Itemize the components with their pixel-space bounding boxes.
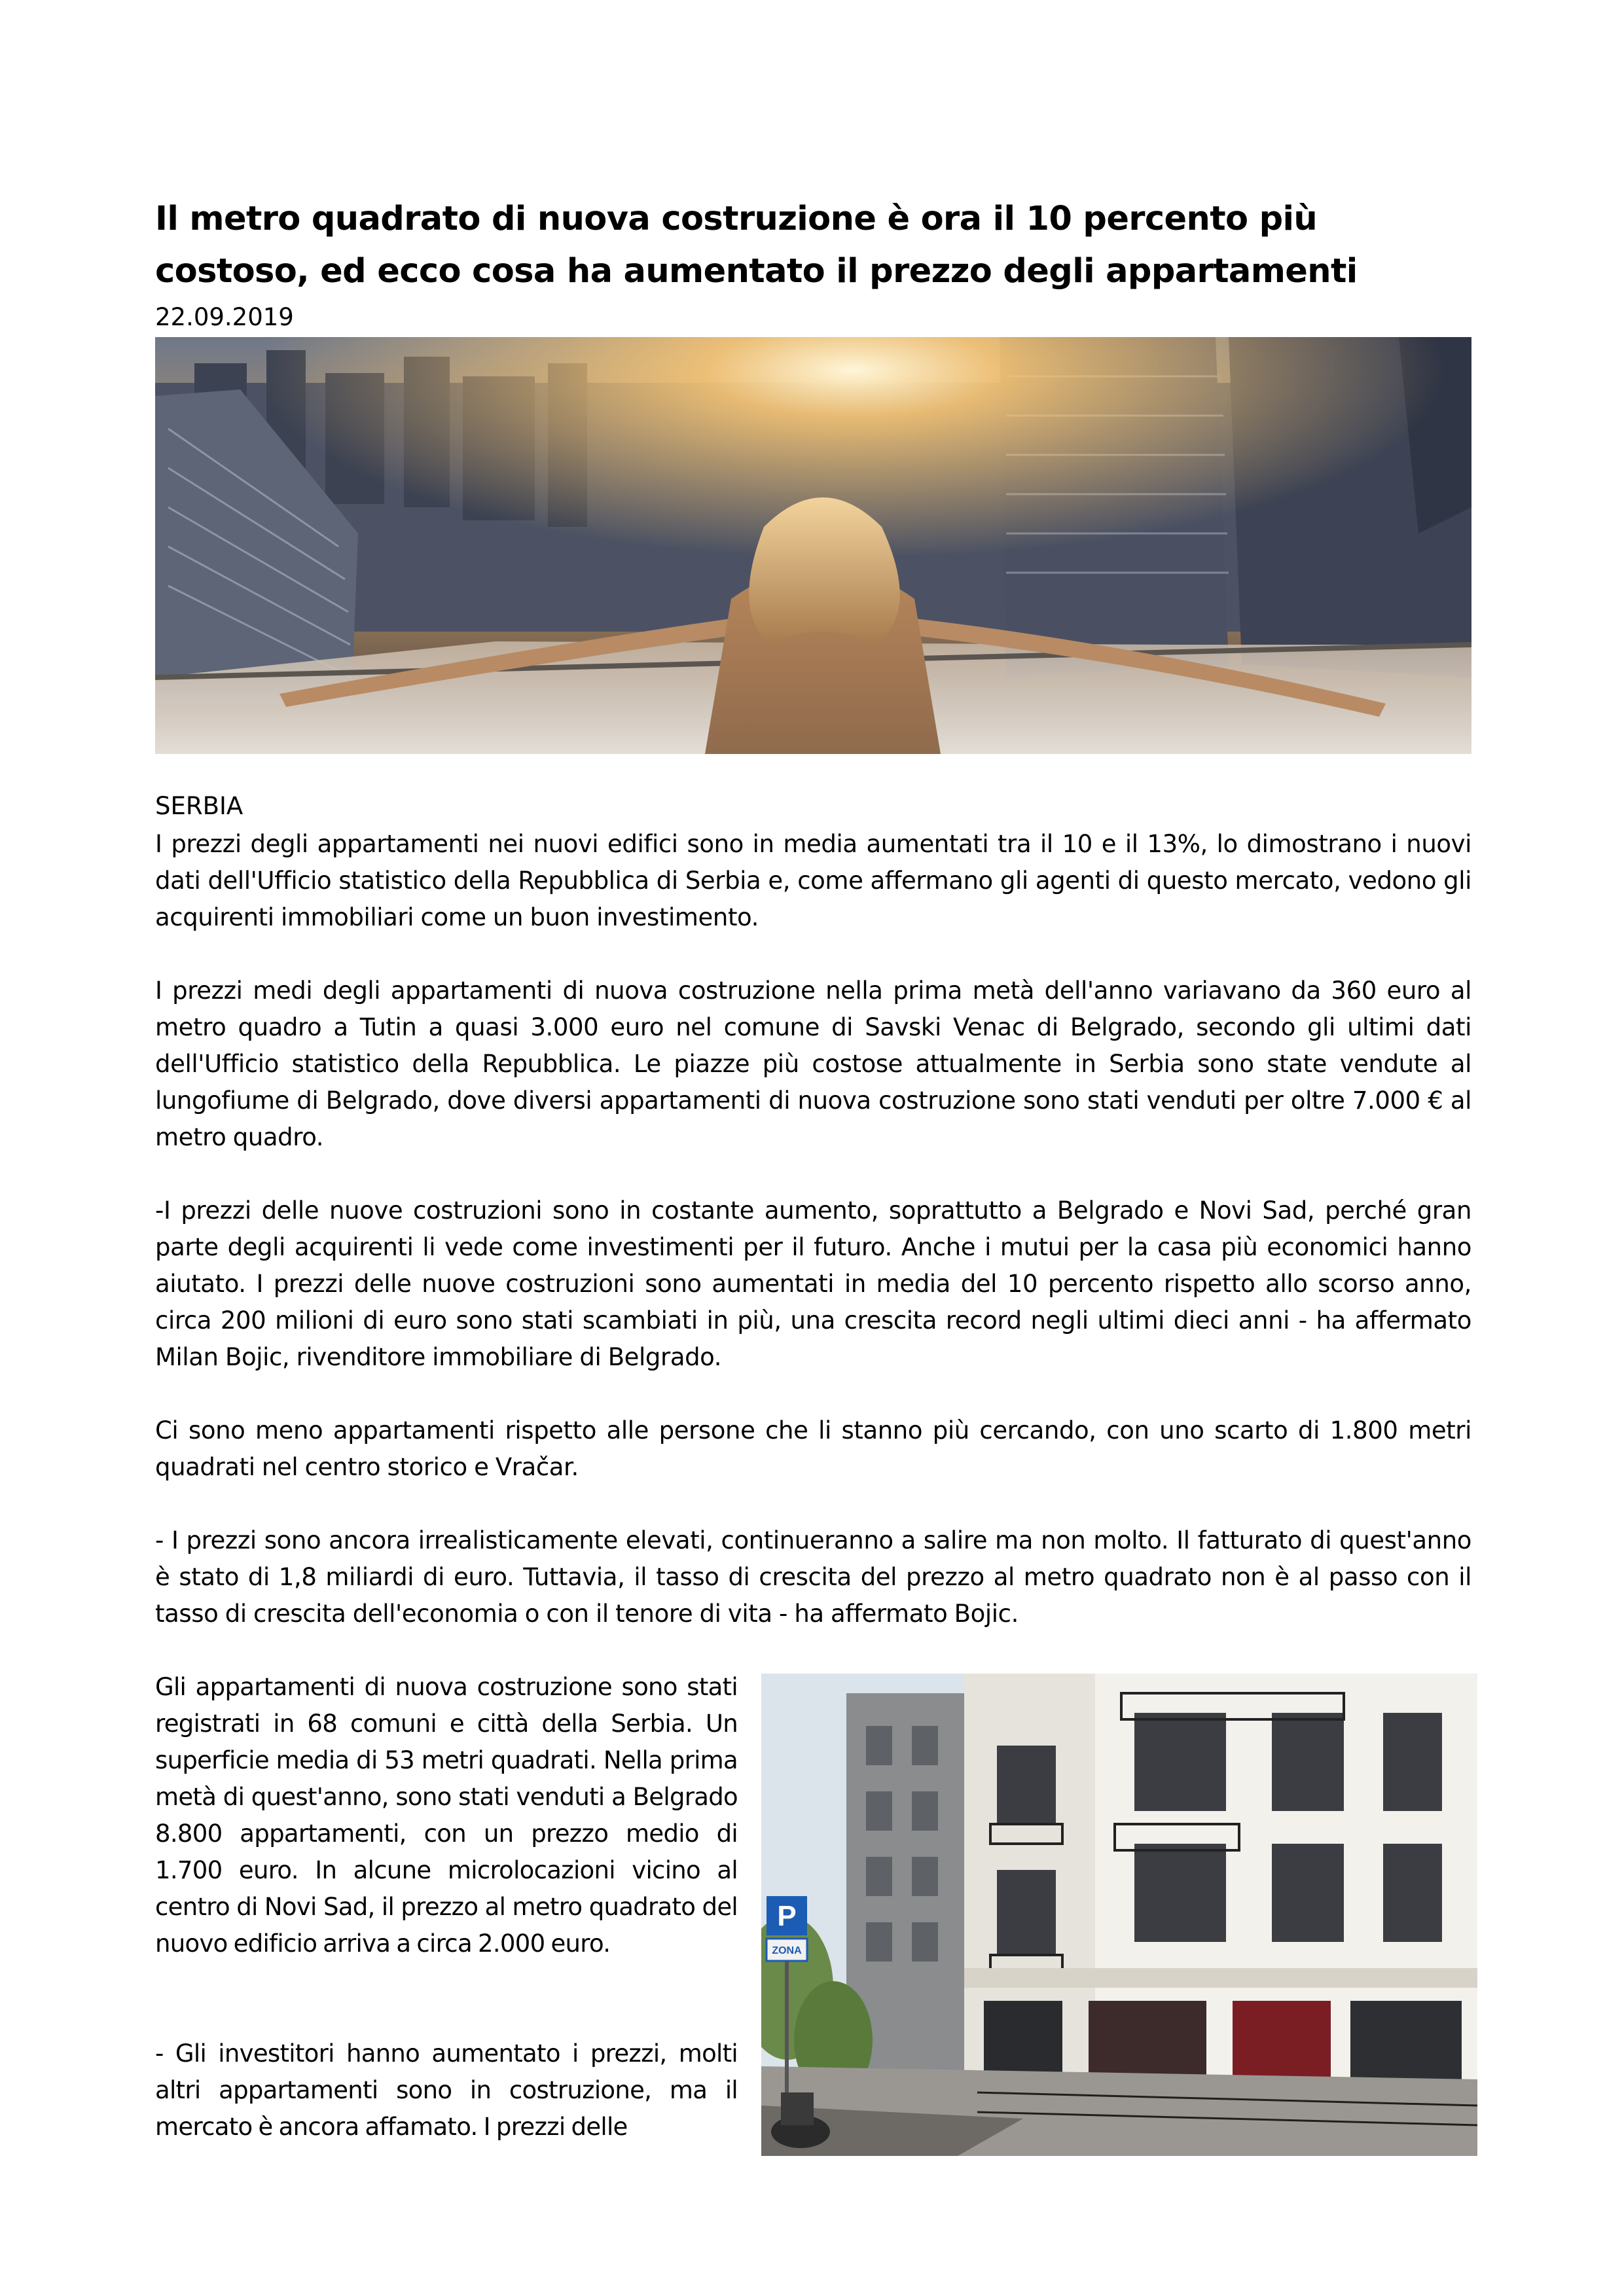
section-label: SERBIA (155, 792, 244, 820)
paragraph-2: I prezzi medi degli appartamenti di nuova costruzione nella prima metà dell'anno variavano da 360 euro al metro quadro a Tutin a quasi 3.000 euro nel comune di Savski Venac di Belgrado, secondo gli ultimi dati dell'Ufficio statistico della Repubblica. Le piazze più costose attualmente in Serbia sono state vendute al lungofiume di Belgrado, dove diversi appartamenti di nuova costruzione sono stati venduti per oltre 7.000 € al metro quadro. (155, 977, 1471, 1151)
article-title: Il metro quadrato di nuova costruzione è ora il 10 percento più costoso, ed ecco cosa ha aumentato il prezzo degli appartamenti (155, 200, 1358, 291)
parking-sign-text: P (777, 1900, 797, 1932)
paragraph-4: Ci sono meno appartamenti rispetto alle persone che li stanno più cercando, con uno scarto di 1.800 metri quadrati nel centro storico e Vračar. (155, 1416, 1471, 1481)
hero-photo (155, 337, 1471, 754)
article-date: 22.09.2019 (155, 303, 294, 331)
paragraph-5: - I prezzi sono ancora irrealisticamente elevati, continueranno a salire ma non molto. Il fatturato di quest'anno è stato di 1,8 miliardi di euro. Tuttavia, il tasso di crescita del prezzo al metro quadrato non è al passo con il tasso di crescita dell'economia o con il tenore di vita - ha affermato Bojic. (155, 1526, 1471, 1628)
zone-sign-text: ZONA (772, 1945, 802, 1956)
paragraph-3: -I prezzi delle nuove costruzioni sono in costante aumento, soprattutto a Belgrado e Novi Sad, perché gran parte degli acquirenti li vede come investimenti per il futuro. Anche i mutui per la casa più economici hanno aiutato. I prezzi delle nuove costruzioni sono aumentati in media del 10 percento rispetto allo scorso anno, circa 200 milioni di euro sono stati scambiati in più, una crescita record negli ultimi dieci anni - ha affermato Milan Bojic, rivenditore immobiliare di Belgrado. (155, 1196, 1471, 1371)
building-photo (761, 1674, 1477, 2156)
paragraph-6: Gli appartamenti di nuova costruzione sono stati registrati in 68 comuni e città della Serbia. Un superficie media di 53 metri quadrati. Nella prima metà di quest'anno, sono stati venduti a Belgrado 8.800 appartamenti, con un prezzo medio di 1.700 euro. In alcune microlocazioni vicino al centro di Novi Sad, il prezzo al metro quadrato del nuovo edificio arriva a circa 2.000 euro. (155, 1673, 738, 1958)
paragraph-7: - Gli investitori hanno aumentato i prezzi, molti altri appartamenti sono in costruzione, ma il mercato è ancora affamato. I prezzi delle (155, 2039, 738, 2141)
paragraph-1: I prezzi degli appartamenti nei nuovi edifici sono in media aumentati tra il 10 e il 13%, lo dimostrano i nuovi dati dell'Ufficio statistico della Repubblica di Serbia e, come affermano gli agenti di questo mercato, vedono gli acquirenti immobiliari come un buon investimento. (155, 830, 1471, 931)
